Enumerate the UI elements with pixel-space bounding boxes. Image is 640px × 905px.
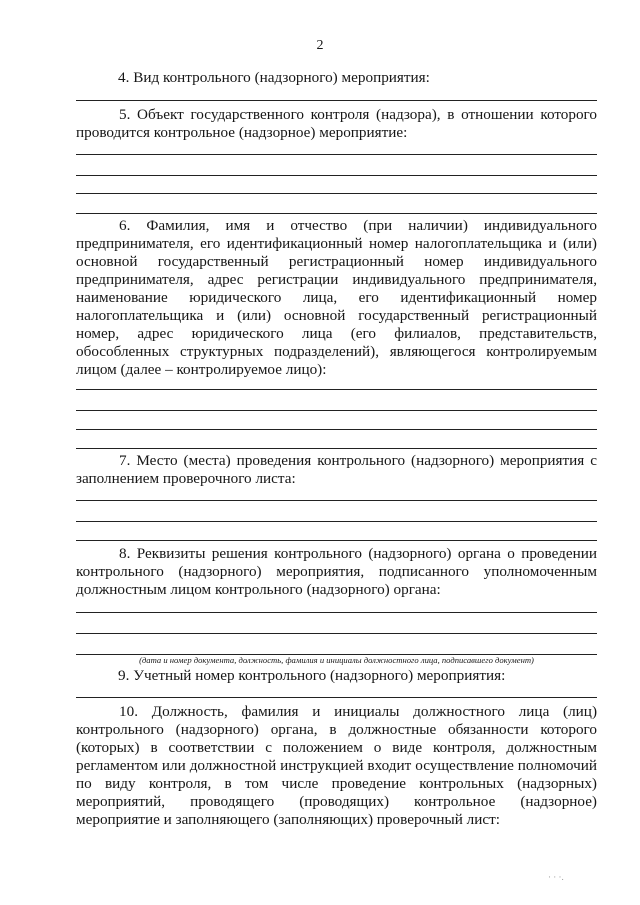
item-7-fill-line <box>76 540 597 541</box>
item-6-fill-line <box>76 448 597 449</box>
item-4-label: 4. Вид контрольного (надзорного) мероприятия: <box>118 69 430 86</box>
item-5-fill-line <box>76 175 597 176</box>
item-6-fill-line <box>76 429 597 430</box>
item-5-label: 5. Объект государственного контроля (надзора), в отношении которого проводится контрольное (надзорное) мероприятие: <box>76 106 597 141</box>
item-5-fill-line <box>76 193 597 194</box>
item-8-caption: (дата и номер документа, должность, фамилия и инициалы должностного лица, подписавшего документ) <box>139 655 534 665</box>
item-7-fill-line <box>76 500 597 501</box>
item-4-fill-line <box>76 100 597 101</box>
item-6-fill-line <box>76 389 597 390</box>
item-8-label: 8. Реквизиты решения контрольного (надзорного) органа о проведении контрольного (надзорного) мероприятия, подписанного уполномоченным должностным лицом контрольного (надзорного) органа: <box>76 545 597 598</box>
item-6-fill-line <box>76 410 597 411</box>
item-5-fill-line <box>76 213 597 214</box>
item-9-label: 9. Учетный номер контрольного (надзорного) мероприятия: <box>118 667 506 684</box>
item-8-fill-line <box>76 633 597 634</box>
page-number: 2 <box>316 38 324 53</box>
item-9-fill-line <box>76 697 597 698</box>
item-7-label: 7. Место (места) проведения контрольного (надзорного) мероприятия с заполнением проверочного листа: <box>76 452 597 487</box>
item-8-fill-line <box>76 612 597 613</box>
scan-speck: · · ·. <box>548 872 564 882</box>
item-6-label: 6. Фамилия, имя и отчество (при наличии) индивидуального предпринимателя, его идентификационный номер налогоплательщика и (или) основной государственный регистрационный номер индивидуального предпринимателя, адрес регистрации индивидуального предпринимателя, наименование юридического лица, его идентификационный номер налогоплательщика и (или) основной государственный регистрационный номер, адрес юридического лица (его филиалов, представительств, обособленных структурных подразделений), являющегося контролируемым лицом (далее – контролируемое лицо): <box>76 217 597 378</box>
item-10-label: 10. Должность, фамилия и инициалы должностного лица (лиц) контрольного (надзорного) органа, в должностные обязанности которого (которых) в соответствии с положением о виде контроля, должностным регламентом или должностной инструкцией входит осуществление полномочий по виду контроля, в том числе проведение контрольных (надзорных) мероприятий, проводящего (проводящих) контрольное (надзорное) мероприятие и заполняющего (заполняющих) проверочный лист: <box>76 703 597 828</box>
item-7-fill-line <box>76 521 597 522</box>
item-5-fill-line <box>76 154 597 155</box>
